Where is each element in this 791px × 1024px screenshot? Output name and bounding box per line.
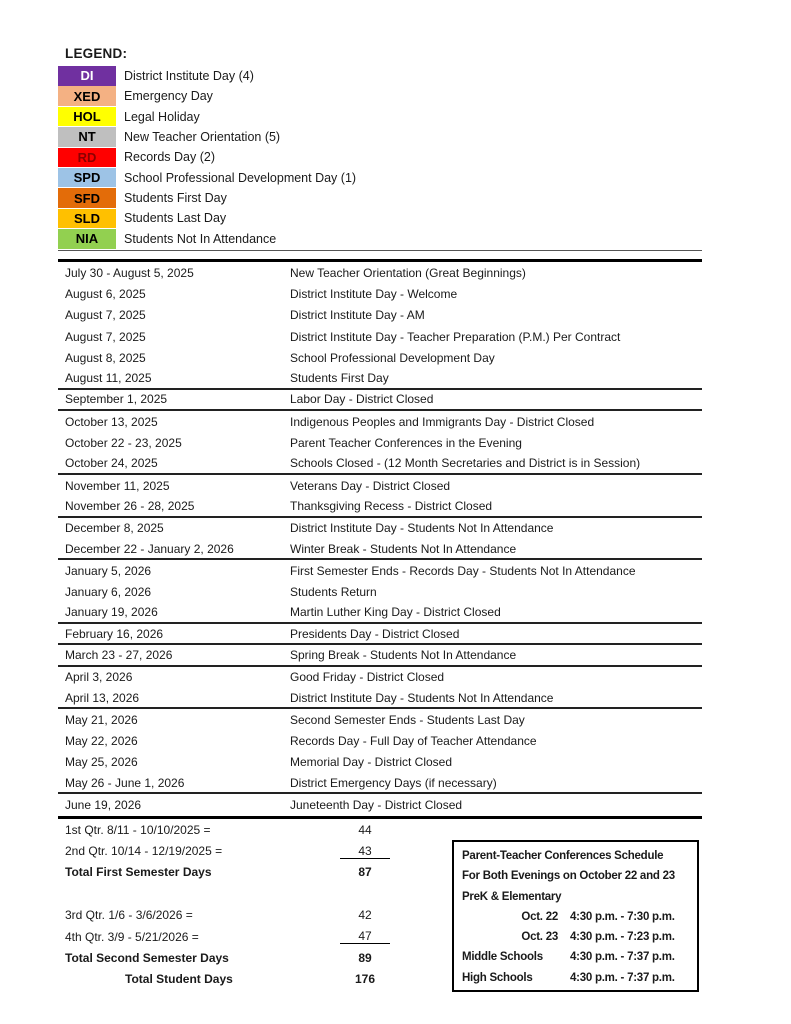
table-row: [58, 368, 702, 389]
legend-item-hol: [58, 107, 702, 127]
table-row: [58, 645, 702, 666]
event-date: August 6, 2025: [65, 286, 146, 301]
legend-swatch-nt-icon: NT: [58, 127, 116, 147]
event-description: New Teacher Orientation (Great Beginnings): [290, 265, 526, 280]
event-description: District Emergency Days (if necessary): [290, 775, 497, 790]
table-row: [58, 411, 702, 432]
event-date: October 22 - 23, 2025: [65, 436, 182, 451]
summary-label: 1st Qtr. 8/11 - 10/10/2025 =: [65, 822, 211, 837]
legend-swatch-xed-icon: XED: [58, 86, 116, 106]
event-description: Spring Break - Students Not In Attendance: [290, 647, 517, 662]
event-description: District Institute Day - Teacher Preparation (P.M.) Per Contract: [290, 329, 621, 344]
table-row: [58, 539, 702, 560]
event-description: Second Semester Ends - Students Last Day: [290, 712, 525, 727]
table-row: [58, 688, 702, 709]
legend-item-spd: [58, 168, 702, 188]
event-date: May 25, 2026: [65, 755, 138, 770]
conference-row-time: 4:30 p.m. - 7:23 p.m.: [570, 931, 675, 944]
event-date: March 23 - 27, 2026: [65, 647, 173, 662]
summary-row-q4: [58, 926, 458, 947]
legend-item-nt: [58, 127, 702, 147]
table-row: [58, 624, 702, 645]
conference-subtitle: For Both Evenings on October 22 and 23: [462, 870, 675, 883]
event-date: July 30 - August 5, 2025: [65, 265, 194, 280]
event-description: First Semester Ends - Records Day - Students Not In Attendance: [290, 563, 636, 578]
legend-item-sld: [58, 209, 702, 229]
conference-row-label: Middle Schools: [462, 951, 543, 964]
conference-row-time: 4:30 p.m. - 7:30 p.m.: [570, 910, 675, 923]
summary-value: 47: [340, 929, 390, 944]
event-description: Students First Day: [290, 371, 389, 386]
event-date: May 22, 2026: [65, 734, 138, 749]
event-date: November 11, 2025: [65, 478, 170, 493]
event-schedule-table: [58, 259, 702, 819]
summary-row-sem1-total: [58, 862, 458, 883]
table-row: [58, 603, 702, 624]
legend-title: LEGEND:: [65, 46, 128, 61]
table-row: [58, 305, 702, 326]
legend-item-label: Students First Day: [124, 191, 227, 206]
event-description: Labor Day - District Closed: [290, 392, 434, 407]
summary-label: Total Student Days: [125, 972, 233, 987]
event-description: Records Day - Full Day of Teacher Attendance: [290, 734, 537, 749]
conference-row-oct22: [462, 907, 689, 927]
conference-group-header: PreK & Elementary: [462, 890, 562, 903]
summary-row-q2: [58, 840, 458, 861]
table-row: [58, 475, 702, 496]
event-date: November 26 - 28, 2025: [65, 498, 195, 513]
legend-item-xed: [58, 86, 702, 106]
table-row: [58, 731, 702, 752]
legend-item-label: New Teacher Orientation (5): [124, 129, 281, 144]
conference-row-middle-schools: [462, 947, 689, 967]
table-row: [58, 496, 702, 517]
event-date: October 24, 2025: [65, 456, 158, 471]
legend-item-nia: [58, 229, 702, 249]
event-description: Memorial Day - District Closed: [290, 755, 453, 770]
legend-swatch-sld-icon: SLD: [58, 209, 116, 229]
table-row: [58, 794, 702, 815]
divider: [58, 250, 702, 251]
legend-item-label: School Professional Development Day (1): [124, 170, 357, 185]
summary-row-q1: [58, 819, 458, 840]
event-date: August 11, 2025: [65, 371, 152, 386]
event-date: February 16, 2026: [65, 626, 164, 641]
event-date: June 19, 2026: [65, 798, 142, 813]
table-row: [58, 667, 702, 688]
summary-label: 4th Qtr. 3/9 - 5/21/2026 =: [65, 929, 199, 944]
legend-item-label: Students Not In Attendance: [124, 231, 277, 246]
table-row: [58, 326, 702, 347]
table-row: [58, 347, 702, 368]
table-row: [58, 262, 702, 283]
event-date: May 21, 2026: [65, 712, 138, 727]
event-description: Juneteenth Day - District Closed: [290, 798, 463, 813]
conference-row-label: Oct. 23: [521, 931, 558, 944]
table-row: [58, 709, 702, 730]
table-row: [58, 454, 702, 475]
legend-item-label: Legal Holiday: [124, 109, 200, 124]
event-date: April 3, 2026: [65, 670, 133, 685]
table-row: [58, 752, 702, 773]
legend: [58, 46, 702, 251]
legend-item-label: Students Last Day: [124, 211, 227, 226]
table-row: [58, 773, 702, 794]
table-row: [58, 581, 702, 602]
table-row: [58, 390, 702, 411]
legend-item-rd: [58, 148, 702, 168]
event-date: August 7, 2025: [65, 308, 146, 323]
table-row: [58, 283, 702, 304]
conference-row-high-schools: [462, 968, 689, 988]
summary-row-student-total: [58, 969, 458, 990]
summary-value: 43: [340, 844, 390, 859]
event-description: District Institute Day - Students Not In Attendance: [290, 521, 554, 536]
event-date: August 7, 2025: [65, 329, 146, 344]
summary-value: 176: [354, 972, 376, 987]
summary-label: Total Second Semester Days: [65, 951, 229, 966]
event-date: December 22 - January 2, 2026: [65, 541, 234, 556]
summary-row-q3: [58, 905, 458, 926]
day-count-summary: [58, 819, 458, 990]
event-description: Good Friday - District Closed: [290, 670, 445, 685]
event-date: January 6, 2026: [65, 585, 152, 600]
legend-swatch-spd-icon: SPD: [58, 168, 116, 188]
event-description: Indigenous Peoples and Immigrants Day - District Closed: [290, 414, 595, 429]
summary-label: 3rd Qtr. 1/6 - 3/6/2026 =: [65, 908, 193, 923]
conference-row-label: High Schools: [462, 971, 533, 984]
summary-value: 44: [358, 822, 372, 837]
event-description: Students Return: [290, 585, 377, 600]
event-description: School Professional Development Day: [290, 350, 495, 365]
event-date: May 26 - June 1, 2026: [65, 775, 185, 790]
event-date: October 13, 2025: [65, 414, 158, 429]
conference-schedule-box: [452, 840, 699, 992]
summary-row-sem2-total: [58, 947, 458, 968]
legend-item-label: Records Day (2): [124, 150, 215, 165]
conference-title: Parent-Teacher Conferences Schedule: [462, 850, 664, 862]
event-description: Veterans Day - District Closed: [290, 478, 451, 493]
event-description: Schools Closed - (12 Month Secretaries and District is in Session): [290, 456, 641, 471]
legend-item-di: [58, 66, 702, 86]
summary-value: 42: [358, 908, 372, 923]
event-description: Presidents Day - District Closed: [290, 626, 460, 641]
conference-row-oct23: [462, 927, 689, 947]
legend-item-label: District Institute Day (4): [124, 68, 254, 83]
summary-value: 89: [358, 951, 372, 966]
legend-swatch-di-icon: DI: [58, 66, 116, 86]
legend-item-label: Emergency Day: [124, 89, 213, 104]
legend-item-sfd: [58, 188, 702, 208]
table-row: [58, 432, 702, 453]
event-date: April 13, 2026: [65, 690, 140, 705]
table-row: [58, 560, 702, 581]
conference-row-time: 4:30 p.m. - 7:37 p.m.: [570, 951, 675, 964]
event-description: Thanksgiving Recess - District Closed: [290, 498, 493, 513]
event-description: District Institute Day - AM: [290, 308, 425, 323]
summary-spacer: [58, 883, 458, 904]
event-date: December 8, 2025: [65, 521, 164, 536]
event-description: District Institute Day - Welcome: [290, 286, 458, 301]
event-date: January 5, 2026: [65, 563, 152, 578]
event-date: January 19, 2026: [65, 605, 158, 620]
table-row: [58, 518, 702, 539]
legend-swatch-sfd-icon: SFD: [58, 188, 116, 208]
conference-row-time: 4:30 p.m. - 7:37 p.m.: [570, 971, 675, 984]
event-description: District Institute Day - Students Not In Attendance: [290, 690, 554, 705]
event-date: September 1, 2025: [65, 392, 168, 407]
summary-label: 2nd Qtr. 10/14 - 12/19/2025 =: [65, 844, 223, 859]
summary-value: 87: [358, 865, 372, 880]
event-description: Martin Luther King Day - District Closed: [290, 605, 501, 620]
legend-swatch-nia-icon: NIA: [58, 229, 116, 249]
event-date: August 8, 2025: [65, 350, 146, 365]
conference-row-label: Oct. 22: [521, 910, 558, 923]
event-description: Parent Teacher Conferences in the Evening: [290, 436, 522, 451]
summary-label: Total First Semester Days: [65, 865, 212, 880]
legend-swatch-rd-icon: RD: [58, 148, 116, 168]
legend-swatch-hol-icon: HOL: [58, 107, 116, 127]
event-description: Winter Break - Students Not In Attendance: [290, 541, 517, 556]
